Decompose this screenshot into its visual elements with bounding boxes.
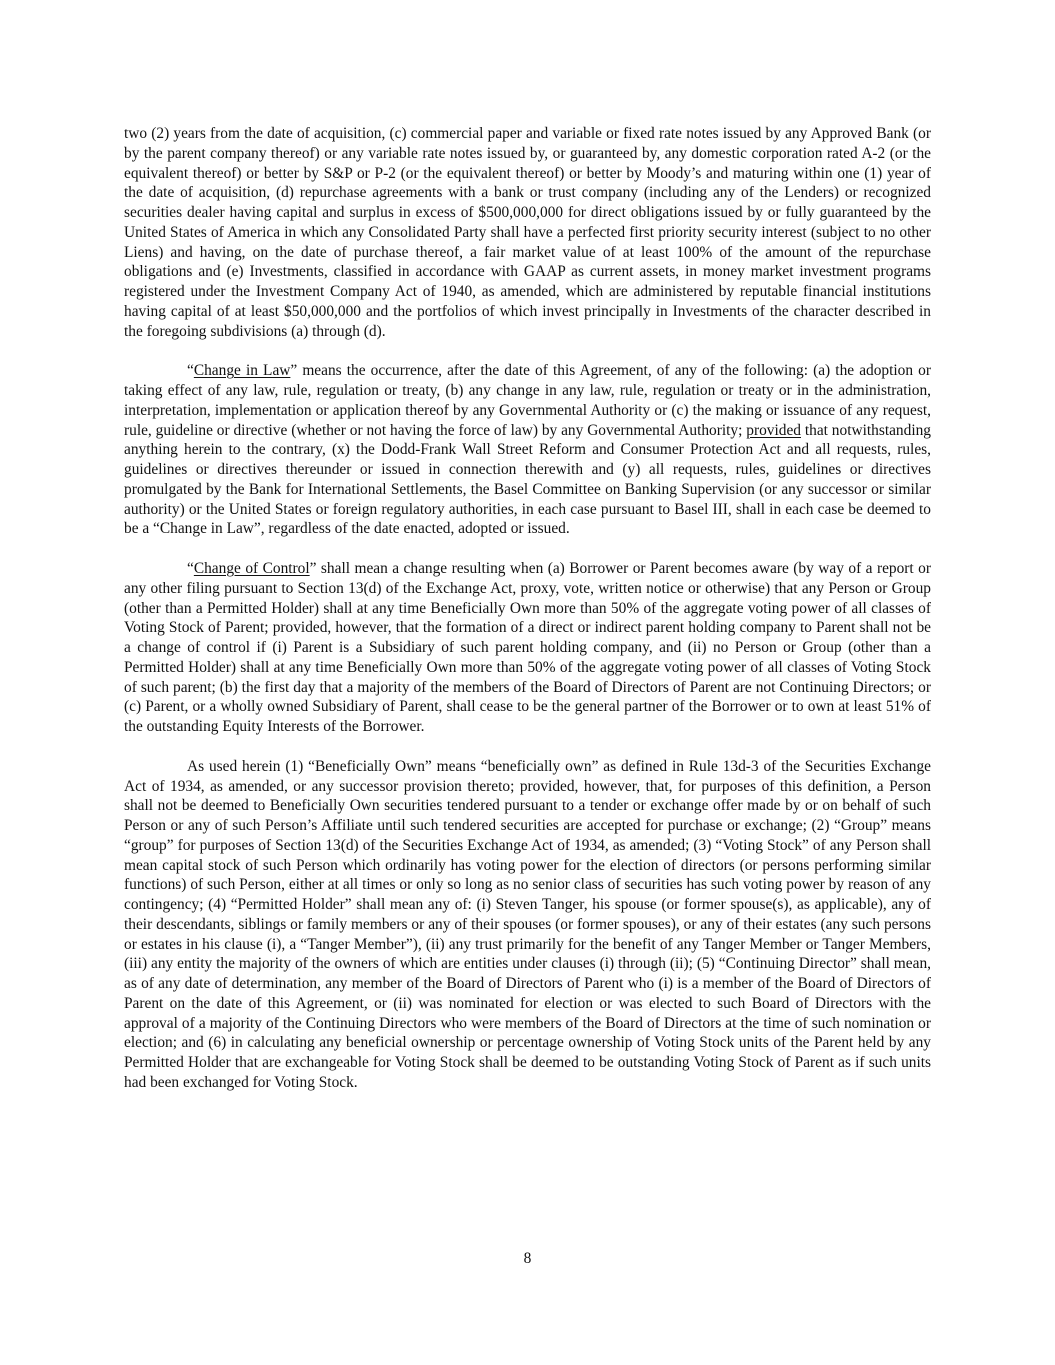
open-quote: “: [187, 362, 194, 380]
paragraph-as-used-herein: As used herein (1) “Beneficially Own” means “beneficially own” as defined in Rule 13d-3 of the Securities Exchange Act of 1934, as amended, or any successor provision thereto; provided, however, that, for purposes of this definition, a Person shall not be deemed to Beneficially Own securities tendered pursuant to a tender or exchange offer made by or on behalf of such Person or any of such Person’s Affiliate until such tendered securities are accepted for purchase or exchange; (2) “Group” means “group” for purposes of Section 13(d) of the Securities Exchange Act of 1934, as amended; (3) “Voting Stock” of any Person shall mean capital stock of such Person which ordinarily has voting power for the election of directors (or persons performing similar functions) of such Person, either at all times or only so long as no senior class of securities has such voting power by reason of any contingency; (4) “Permitted Holder” shall mean any of: (i) Steven Tanger, his spouse (or former spouse(s), as applicable), any of their descendants, siblings or family members or any of their spouses (or former spouses), or any of their estates (any such persons or estates in his clause (i), a “Tanger Member”), (ii) any trust primarily for the benefit of any Tanger Member or Tanger Members, (iii) any entity the majority of the owners of which are entities under clauses (i) through (ii); (5) “Continuing Director” shall mean, as of any date of determination, any member of the Board of Directors of Parent who (i) is a member of the Board of Directors of Parent on the date of this Agreement, or (ii) was nominated for election or was elected to such Board of Directors with the approval of a majority of the Continuing Directors who were members of the Board of Directors at the time of such nomination or election; and (6) in calculating any beneficial ownership or percentage ownership of Voting Stock units of the Parent held by any Permitted Holder that are exchangeable for Voting Stock shall be deemed to be outstanding Voting Stock of Parent as if such units had been exchanged for Voting Stock.: [124, 757, 931, 1091]
page-number: 8: [523, 1250, 532, 1267]
defined-term-change-in-law: Change in Law: [193, 362, 291, 380]
definition-text-part-2: that notwithstanding anything herein to the contrary, (x) the Dodd-Frank Wall Street Reform and Consumer Protection Act and all requests, rules, guidelines or directives thereunder or issued in connection therewith and (y) all requests, rules, guidelines or directives promulgated by the Bank for International Settlements, the Basel Committee on Banking Supervision (or any successor or similar authority) or the United States or foreign regulatory authorities, in each case pursuant to Basel III, shall in each case be deemed to be a “Change in Law”, regardless of the date enacted, adopted or issued.: [124, 421, 931, 538]
document-body: [124, 124, 931, 1113]
paragraph-change-in-law: [124, 361, 931, 539]
definition-text-part-1: ” means the occurrence, after the date of this Agreement, of any of the following: (a) the adoption or taking effect of any law, rule, regulation or treaty, (b) any change in any law, rule, regulation or treaty or in the administration, interpretation, implementation or application thereof by any Governmental Authority or (c) the making or issuance of any request, rule, guideline or directive (whether or not having the force of law) by any Governmental Authority;: [124, 362, 931, 439]
definition-text: ” shall mean a change resulting when (a) Borrower or Parent becomes aware (by way of a report or any other filing pursuant to Section 13(d) of the Exchange Act, proxy, vote, written notice or otherwise) that any Person or Group (other than a Permitted Holder) shall at any time Beneficially Own more than 50% of the aggregate voting power of all classes of Voting Stock of Parent; provided, however, that the formation of a direct or indirect parent holding company to Parent shall not be a change of control if (i) Parent is a Subsidiary of such parent holding company, and (ii) no Person or Group (other than a Permitted Holder) shall at any time Beneficially Own more than 50% of the aggregate voting power of all classes of Voting Stock of such parent; (b) the first day that a majority of the members of the Board of Directors of Parent are not Continuing Directors; or (c) Parent, or a wholly owned Subsidiary of Parent, shall cease to be the general partner of the Borrower or to own at least 51% of the outstanding Equity Interests of the Borrower.: [124, 560, 931, 735]
open-quote: “: [187, 560, 194, 577]
paragraph-change-of-control: [124, 559, 931, 737]
defined-term-change-of-control: Change of Control: [193, 560, 310, 577]
term-provided: provided: [746, 421, 801, 439]
paragraph-cash-equivalents-continued: two (2) years from the date of acquisition, (c) commercial paper and variable or fixed rate notes issued by any Approved Bank (or by the parent company thereof) or any variable rate notes issued by, or guaranteed by, any domestic corporation rated A-2 (or the equivalent thereof) or better by S&P or P-2 (or the equivalent thereof) or better by Moody’s and maturing within one (1) year of the date of acquisition, (d) repurchase agreements with a bank or trust company (including any of the Lenders) or recognized securities dealer having capital and surplus in excess of $500,000,000 for direct obligations issued by or fully guaranteed by the United States of America in which any Consolidated Party shall have a perfected first priority security interest (subject to no other Liens) and having, on the date of purchase thereof, a fair market value of at least 100% of the amount of the repurchase obligations and (e) Investments, classified in accordance with GAAP as current assets, in money market investment programs registered under the Investment Company Act of 1940, as amended, which are administered by reputable financial institutions having capital of at least $50,000,000 and the portfolios of which invest principally in Investments of the character described in the foregoing subdivisions (a) through (d).: [124, 125, 931, 340]
